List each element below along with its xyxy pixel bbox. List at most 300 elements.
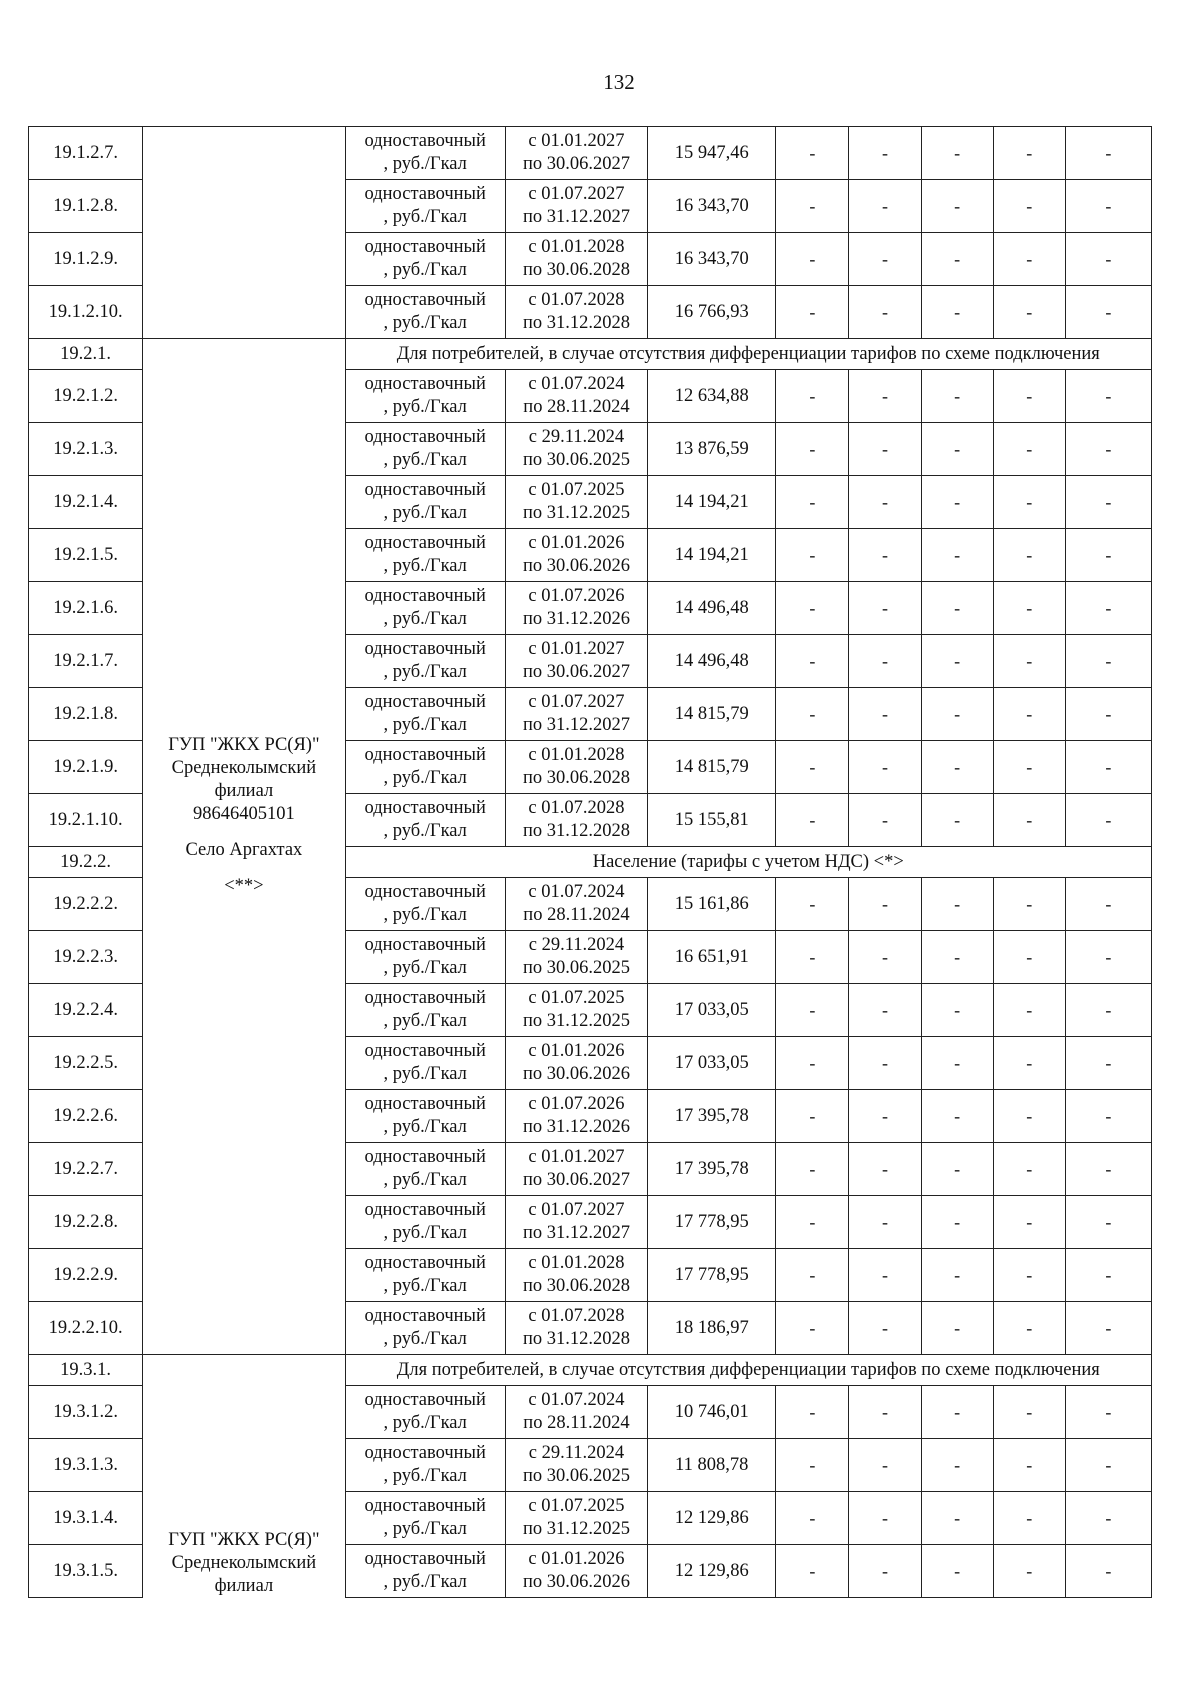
tariff-type-line-1: одноставочный — [364, 1306, 486, 1326]
tariff-value: 14 194,21 — [648, 529, 776, 582]
period — [505, 1090, 647, 1143]
tariff-type-line-1: одноставочный — [364, 1041, 486, 1061]
tariff-value: 18 186,97 — [648, 1302, 776, 1355]
empty-value-cell: - — [921, 529, 993, 582]
tariff-type-line-2: , руб./Гкал — [383, 1519, 467, 1539]
tariff-type — [345, 1386, 505, 1439]
empty-value-cell: - — [993, 794, 1065, 847]
row-number: 19.1.2.8. — [29, 180, 143, 233]
row-number: 19.2.2.7. — [29, 1143, 143, 1196]
tariff-table-body — [29, 127, 1152, 1598]
empty-value-cell: - — [1065, 1037, 1151, 1090]
empty-value-cell: - — [993, 1386, 1065, 1439]
empty-value-cell: - — [993, 582, 1065, 635]
section-header-row — [29, 339, 1152, 370]
empty-value-cell: - — [849, 370, 921, 423]
row-number: 19.2.1.10. — [29, 794, 143, 847]
empty-value-cell: - — [993, 1143, 1065, 1196]
tariff-value: 16 343,70 — [648, 180, 776, 233]
tariff-type-line-2: , руб./Гкал — [383, 662, 467, 682]
tariff-type-line-2: , руб./Гкал — [383, 768, 467, 788]
tariff-type-line-2: , руб./Гкал — [383, 1276, 467, 1296]
empty-value-cell: - — [921, 635, 993, 688]
tariff-type-line-2: , руб./Гкал — [383, 503, 467, 523]
period-line-2: по 31.12.2027 — [522, 207, 630, 227]
row-number: 19.1.2.7. — [29, 127, 143, 180]
period-line-2: по 30.06.2026 — [522, 1572, 630, 1592]
tariff-type-line-1: одноставочный — [364, 1549, 486, 1569]
period-line-2: по 30.06.2028 — [522, 1276, 630, 1296]
empty-value-cell: - — [776, 127, 849, 180]
empty-value-cell: - — [921, 233, 993, 286]
empty-value-cell: - — [776, 984, 849, 1037]
empty-value-cell: - — [921, 931, 993, 984]
period-line-1: с 01.01.2027 — [528, 639, 625, 659]
empty-value-cell: - — [993, 1545, 1065, 1598]
empty-value-cell: - — [776, 1143, 849, 1196]
row-number: 19.2.1.2. — [29, 370, 143, 423]
tariff-type — [345, 127, 505, 180]
tariff-value: 12 129,86 — [648, 1545, 776, 1598]
empty-value-cell: - — [849, 794, 921, 847]
period-line-1: с 01.01.2028 — [528, 1253, 625, 1273]
period-line-2: по 28.11.2024 — [523, 1413, 630, 1433]
tariff-type-line-2: , руб./Гкал — [383, 1329, 467, 1349]
tariff-type — [345, 1439, 505, 1492]
tariff-type-line-1: одноставочный — [364, 882, 486, 902]
empty-value-cell: - — [849, 423, 921, 476]
section-title: Население (тарифы с учетом НДС) <*> — [345, 847, 1151, 878]
empty-value-cell: - — [849, 1439, 921, 1492]
period-line-1: с 01.07.2024 — [528, 374, 625, 394]
period-line-2: по 31.12.2028 — [522, 1329, 630, 1349]
tariff-type-line-1: одноставочный — [364, 586, 486, 606]
tariff-type-line-2: , руб./Гкал — [383, 154, 467, 174]
period-line-1: с 01.01.2026 — [528, 1549, 625, 1569]
period-line-2: по 30.06.2027 — [522, 662, 630, 682]
table-row — [29, 127, 1152, 180]
company-name: ГУП "ЖКХ РС(Я)" — [168, 735, 320, 755]
empty-value-cell: - — [776, 529, 849, 582]
empty-value-cell: - — [921, 286, 993, 339]
tariff-type — [345, 582, 505, 635]
empty-value-cell: - — [776, 233, 849, 286]
tariff-type — [345, 476, 505, 529]
empty-value-cell: - — [776, 1249, 849, 1302]
tariff-type — [345, 423, 505, 476]
empty-value-cell: - — [776, 286, 849, 339]
tariff-type-line-2: , руб./Гкал — [383, 313, 467, 333]
period-line-2: по 30.06.2025 — [522, 958, 630, 978]
tariff-value: 15 155,81 — [648, 794, 776, 847]
tariff-type-line-2: , руб./Гкал — [383, 905, 467, 925]
period-line-1: с 01.07.2025 — [528, 1496, 625, 1516]
empty-value-cell: - — [993, 127, 1065, 180]
tariff-type — [345, 688, 505, 741]
empty-value-cell: - — [1065, 127, 1151, 180]
tariff-type — [345, 1196, 505, 1249]
empty-value-cell: - — [921, 1492, 993, 1545]
tariff-type-line-2: , руб./Гкал — [383, 821, 467, 841]
empty-value-cell: - — [921, 1249, 993, 1302]
tariff-type-line-1: одноставочный — [364, 935, 486, 955]
empty-value-cell: - — [993, 1090, 1065, 1143]
tariff-type-line-1: одноставочный — [364, 1496, 486, 1516]
empty-value-cell: - — [849, 741, 921, 794]
tariff-type-line-1: одноставочный — [364, 988, 486, 1008]
empty-value-cell: - — [1065, 1249, 1151, 1302]
empty-value-cell: - — [1065, 370, 1151, 423]
empty-value-cell: - — [993, 931, 1065, 984]
period — [505, 1386, 647, 1439]
empty-value-cell: - — [849, 286, 921, 339]
empty-value-cell: - — [1065, 635, 1151, 688]
empty-value-cell: - — [993, 1302, 1065, 1355]
tariff-value: 17 778,95 — [648, 1196, 776, 1249]
tariff-value: 16 651,91 — [648, 931, 776, 984]
period — [505, 931, 647, 984]
empty-value-cell: - — [776, 741, 849, 794]
tariff-value: 14 815,79 — [648, 741, 776, 794]
row-number: 19.3.1.3. — [29, 1439, 143, 1492]
row-number: 19.3.1.2. — [29, 1386, 143, 1439]
empty-value-cell: - — [921, 476, 993, 529]
empty-value-cell: - — [921, 741, 993, 794]
tariff-type-line-1: одноставочный — [364, 131, 486, 151]
tariff-type-line-1: одноставочный — [364, 533, 486, 553]
period-line-2: по 31.12.2028 — [522, 821, 630, 841]
empty-value-cell: - — [849, 1249, 921, 1302]
tariff-type — [345, 1037, 505, 1090]
row-number: 19.2.1.6. — [29, 582, 143, 635]
row-number: 19.2.2.9. — [29, 1249, 143, 1302]
empty-value-cell: - — [1065, 878, 1151, 931]
empty-value-cell: - — [776, 1090, 849, 1143]
period-line-2: по 30.06.2027 — [522, 154, 630, 174]
tariff-value: 13 876,59 — [648, 423, 776, 476]
tariff-value: 14 496,48 — [648, 582, 776, 635]
spacer — [143, 826, 344, 839]
empty-value-cell: - — [849, 1302, 921, 1355]
tariff-type — [345, 286, 505, 339]
empty-value-cell: - — [849, 1143, 921, 1196]
tariff-value: 17 778,95 — [648, 1249, 776, 1302]
period-line-2: по 30.06.2025 — [522, 1466, 630, 1486]
period — [505, 688, 647, 741]
company-branch: Среднеколымский — [171, 1552, 317, 1573]
tariff-type-line-2: , руб./Гкал — [383, 450, 467, 470]
period-line-1: с 01.01.2027 — [528, 1147, 625, 1167]
period-line-2: по 28.11.2024 — [523, 905, 630, 925]
row-number: 19.2.2.8. — [29, 1196, 143, 1249]
empty-value-cell: - — [993, 1196, 1065, 1249]
row-number: 19.1.2.9. — [29, 233, 143, 286]
tariff-type — [345, 984, 505, 1037]
empty-value-cell: - — [776, 1302, 849, 1355]
empty-value-cell: - — [993, 180, 1065, 233]
empty-value-cell: - — [921, 1143, 993, 1196]
tariff-type-line-1: одноставочный — [364, 692, 486, 712]
period-line-1: с 01.07.2025 — [528, 988, 625, 1008]
empty-value-cell: - — [1065, 1439, 1151, 1492]
tariff-type-line-1: одноставочный — [364, 480, 486, 500]
company-cell-continued — [143, 127, 345, 339]
empty-value-cell: - — [921, 1302, 993, 1355]
period — [505, 1439, 647, 1492]
tariff-type-line-2: , руб./Гкал — [383, 260, 467, 280]
tariff-value: 10 746,01 — [648, 1386, 776, 1439]
company-cell — [143, 1355, 345, 1598]
period — [505, 1249, 647, 1302]
empty-value-cell: - — [1065, 1196, 1151, 1249]
empty-value-cell: - — [921, 1439, 993, 1492]
empty-value-cell: - — [993, 286, 1065, 339]
empty-value-cell: - — [1065, 741, 1151, 794]
period-line-1: с 01.07.2028 — [528, 1306, 625, 1326]
period — [505, 1302, 647, 1355]
tariff-type-line-2: , руб./Гкал — [383, 1117, 467, 1137]
tariff-type — [345, 635, 505, 688]
row-number: 19.1.2.10. — [29, 286, 143, 339]
tariff-value: 14 496,48 — [648, 635, 776, 688]
period-line-1: с 01.01.2027 — [528, 131, 625, 151]
period-line-1: с 01.07.2027 — [528, 1200, 625, 1220]
empty-value-cell: - — [993, 233, 1065, 286]
tariff-type-line-2: , руб./Гкал — [383, 1572, 467, 1592]
empty-value-cell: - — [1065, 1090, 1151, 1143]
row-number: 19.3.1.4. — [29, 1492, 143, 1545]
tariff-value: 11 808,78 — [648, 1439, 776, 1492]
period-line-1: с 01.01.2026 — [528, 533, 625, 553]
empty-value-cell: - — [1065, 529, 1151, 582]
tariff-type-line-1: одноставочный — [364, 237, 486, 257]
tariff-type — [345, 1090, 505, 1143]
period — [505, 180, 647, 233]
tariff-type-line-2: , руб./Гкал — [383, 715, 467, 735]
empty-value-cell: - — [1065, 794, 1151, 847]
empty-value-cell: - — [849, 582, 921, 635]
period-line-2: по 31.12.2027 — [522, 1223, 630, 1243]
period-line-2: по 31.12.2026 — [522, 609, 630, 629]
period-line-2: по 31.12.2026 — [522, 1117, 630, 1137]
empty-value-cell: - — [921, 1037, 993, 1090]
tariff-type-line-1: одноставочный — [364, 374, 486, 394]
row-number: 19.2.2.6. — [29, 1090, 143, 1143]
empty-value-cell: - — [993, 741, 1065, 794]
tariff-type-line-2: , руб./Гкал — [383, 397, 467, 417]
empty-value-cell: - — [849, 1545, 921, 1598]
tariff-type-line-2: , руб./Гкал — [383, 1170, 467, 1190]
empty-value-cell: - — [849, 1090, 921, 1143]
period-line-1: с 29.11.2024 — [528, 1443, 625, 1463]
empty-value-cell: - — [1065, 984, 1151, 1037]
period — [505, 529, 647, 582]
period — [505, 1143, 647, 1196]
tariff-type-line-1: одноставочный — [364, 1094, 486, 1114]
period-line-1: с 29.11.2024 — [528, 935, 625, 955]
empty-value-cell: - — [1065, 180, 1151, 233]
row-number: 19.2.1.8. — [29, 688, 143, 741]
empty-value-cell: - — [776, 635, 849, 688]
empty-value-cell: - — [776, 476, 849, 529]
empty-value-cell: - — [849, 1196, 921, 1249]
empty-value-cell: - — [993, 1249, 1065, 1302]
period-line-1: с 01.07.2027 — [528, 184, 625, 204]
empty-value-cell: - — [993, 476, 1065, 529]
tariff-type — [345, 931, 505, 984]
tariff-type-line-2: , руб./Гкал — [383, 1413, 467, 1433]
empty-value-cell: - — [1065, 286, 1151, 339]
empty-value-cell: - — [776, 688, 849, 741]
period — [505, 370, 647, 423]
company-name: ГУП "ЖКХ РС(Я)" — [168, 1529, 320, 1550]
period — [505, 878, 647, 931]
period-line-1: с 01.01.2028 — [528, 237, 625, 257]
period — [505, 233, 647, 286]
empty-value-cell: - — [1065, 1492, 1151, 1545]
period-line-1: с 01.07.2026 — [528, 1094, 625, 1114]
empty-value-cell: - — [1065, 582, 1151, 635]
empty-value-cell: - — [776, 794, 849, 847]
tariff-type-line-1: одноставочный — [364, 1200, 486, 1220]
empty-value-cell: - — [1065, 476, 1151, 529]
period — [505, 582, 647, 635]
empty-value-cell: - — [1065, 423, 1151, 476]
company-note: <**> — [224, 876, 264, 896]
period-line-1: с 01.07.2024 — [528, 882, 625, 902]
tariff-value: 14 815,79 — [648, 688, 776, 741]
tariff-value: 12 634,88 — [648, 370, 776, 423]
tariff-type — [345, 370, 505, 423]
period — [505, 127, 647, 180]
tariff-type-line-2: , руб./Гкал — [383, 609, 467, 629]
empty-value-cell: - — [993, 635, 1065, 688]
tariff-type — [345, 794, 505, 847]
empty-value-cell: - — [849, 180, 921, 233]
tariff-type-line-1: одноставочный — [364, 639, 486, 659]
row-number: 19.2.1.4. — [29, 476, 143, 529]
empty-value-cell: - — [776, 878, 849, 931]
period-line-2: по 30.06.2027 — [522, 1170, 630, 1190]
empty-value-cell: - — [849, 984, 921, 1037]
tariff-table — [28, 126, 1152, 1598]
page-number: 132 — [603, 70, 635, 94]
empty-value-cell: - — [849, 688, 921, 741]
empty-value-cell: - — [993, 1439, 1065, 1492]
tariff-type-line-2: , руб./Гкал — [383, 958, 467, 978]
period-line-2: по 30.06.2025 — [522, 450, 630, 470]
empty-value-cell: - — [921, 180, 993, 233]
period-line-1: с 01.07.2028 — [528, 290, 625, 310]
tariff-type-line-2: , руб./Гкал — [383, 1011, 467, 1031]
tariff-type — [345, 1143, 505, 1196]
empty-value-cell: - — [921, 984, 993, 1037]
period-line-2: по 31.12.2025 — [522, 1519, 630, 1539]
section-number: 19.3.1. — [29, 1355, 143, 1386]
empty-value-cell: - — [849, 931, 921, 984]
company-place: Село Аргахтах — [185, 840, 303, 860]
empty-value-cell: - — [993, 878, 1065, 931]
row-number: 19.2.2.4. — [29, 984, 143, 1037]
row-number: 19.2.2.3. — [29, 931, 143, 984]
period-line-2: по 31.12.2027 — [522, 715, 630, 735]
empty-value-cell: - — [993, 529, 1065, 582]
empty-value-cell: - — [993, 1492, 1065, 1545]
empty-value-cell: - — [1065, 1302, 1151, 1355]
tariff-value: 17 033,05 — [648, 1037, 776, 1090]
tariff-type — [345, 180, 505, 233]
tariff-type — [345, 741, 505, 794]
empty-value-cell: - — [776, 180, 849, 233]
period-line-2: по 31.12.2025 — [522, 1011, 630, 1031]
tariff-type-line-2: , руб./Гкал — [383, 556, 467, 576]
tariff-value: 17 033,05 — [648, 984, 776, 1037]
empty-value-cell: - — [849, 476, 921, 529]
period — [505, 635, 647, 688]
tariff-type — [345, 1302, 505, 1355]
empty-value-cell: - — [776, 1037, 849, 1090]
empty-value-cell: - — [849, 233, 921, 286]
empty-value-cell: - — [921, 582, 993, 635]
period-line-2: по 30.06.2028 — [522, 768, 630, 788]
empty-value-cell: - — [849, 878, 921, 931]
empty-value-cell: - — [849, 127, 921, 180]
period-line-1: с 01.07.2027 — [528, 692, 625, 712]
company-branch: Среднеколымский — [171, 758, 317, 778]
tariff-value: 12 129,86 — [648, 1492, 776, 1545]
empty-value-cell: - — [1065, 1143, 1151, 1196]
period-line-2: по 28.11.2024 — [523, 397, 630, 417]
tariff-type — [345, 1545, 505, 1598]
tariff-type — [345, 878, 505, 931]
empty-value-cell: - — [993, 1037, 1065, 1090]
tariff-type-line-1: одноставочный — [364, 184, 486, 204]
period-line-2: по 30.06.2026 — [522, 556, 630, 576]
empty-value-cell: - — [921, 423, 993, 476]
row-number: 19.2.2.2. — [29, 878, 143, 931]
empty-value-cell: - — [993, 984, 1065, 1037]
tariff-value: 14 194,21 — [648, 476, 776, 529]
tariff-type — [345, 233, 505, 286]
tariff-value: 17 395,78 — [648, 1143, 776, 1196]
spacer — [143, 862, 344, 875]
tariff-type-line-1: одноставочный — [364, 1390, 486, 1410]
tariff-type — [345, 529, 505, 582]
section-title: Для потребителей, в случае отсутствия дифференциации тарифов по схеме подключения — [345, 1355, 1151, 1386]
tariff-value: 17 395,78 — [648, 1090, 776, 1143]
empty-value-cell: - — [993, 423, 1065, 476]
empty-value-cell: - — [1065, 1386, 1151, 1439]
period-line-2: по 31.12.2028 — [522, 313, 630, 333]
empty-value-cell: - — [776, 1386, 849, 1439]
tariff-type-line-1: одноставочный — [364, 798, 486, 818]
empty-value-cell: - — [776, 423, 849, 476]
tariff-type — [345, 1249, 505, 1302]
empty-value-cell: - — [776, 582, 849, 635]
empty-value-cell: - — [849, 529, 921, 582]
empty-value-cell: - — [921, 688, 993, 741]
section-number: 19.2.2. — [29, 847, 143, 878]
tariff-type-line-1: одноставочный — [364, 1443, 486, 1463]
tariff-type-line-1: одноставочный — [364, 1253, 486, 1273]
period-line-1: с 01.01.2028 — [528, 745, 625, 765]
row-number: 19.2.1.9. — [29, 741, 143, 794]
empty-value-cell: - — [776, 1439, 849, 1492]
period — [505, 741, 647, 794]
empty-value-cell: - — [921, 878, 993, 931]
tariff-type — [345, 1492, 505, 1545]
empty-value-cell: - — [921, 370, 993, 423]
